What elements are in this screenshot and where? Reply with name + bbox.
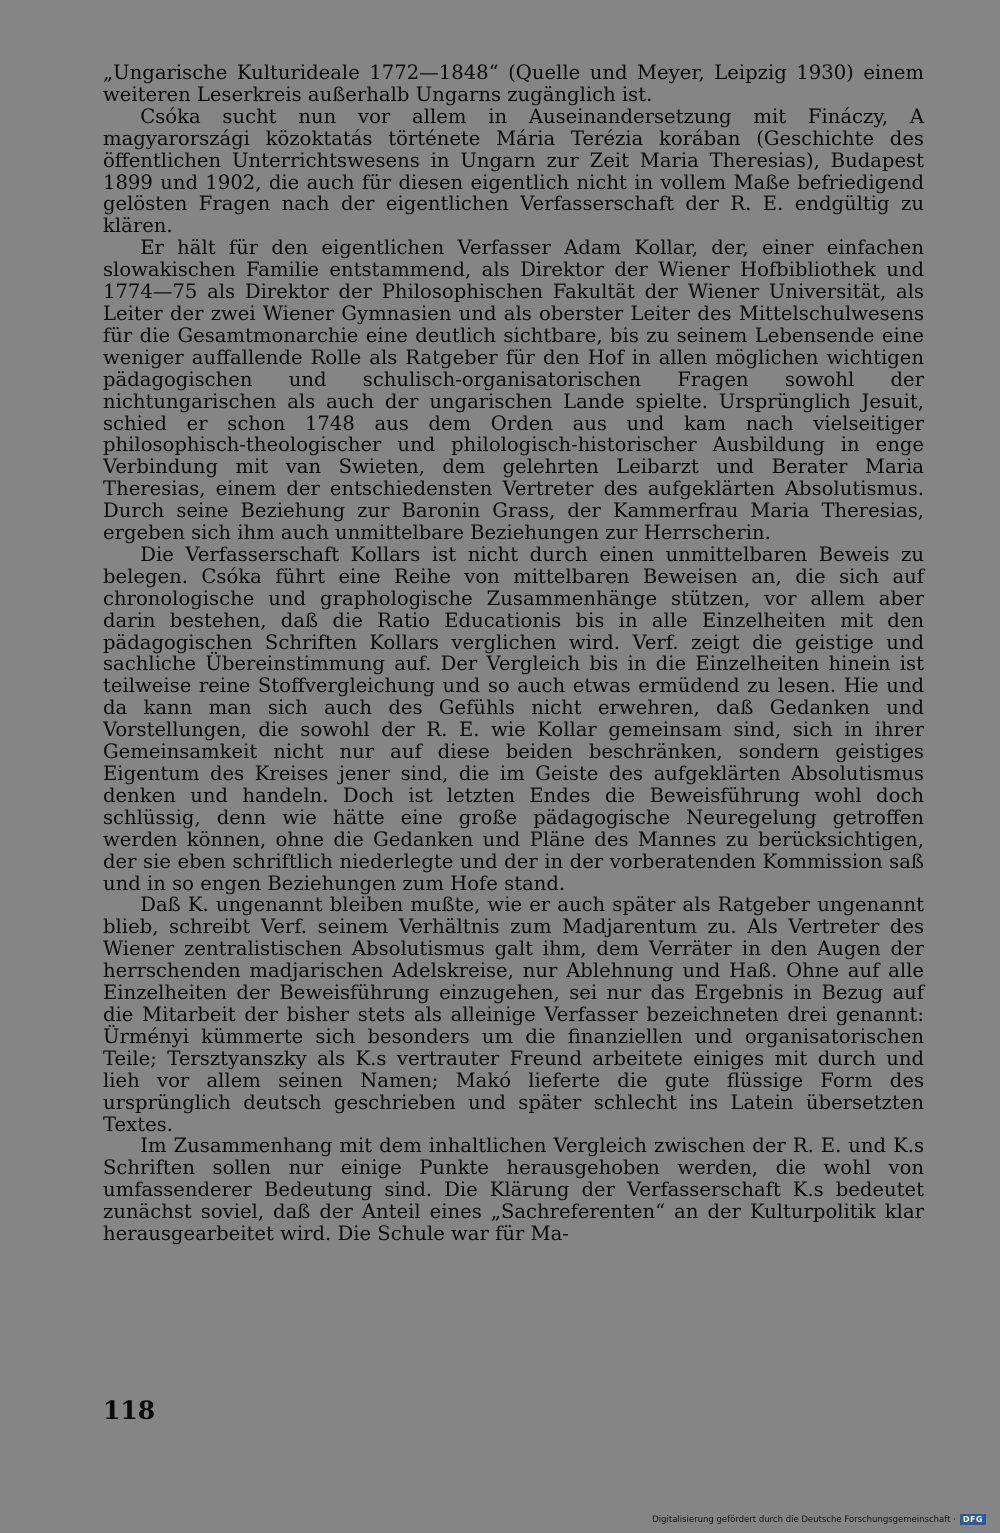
body-text: [103, 62, 924, 1245]
dfg-logo-icon: DFG: [960, 1514, 986, 1525]
paragraph-1: „Ungarische Kulturideale 1772—1848“ (Quelle und Meyer, Leipzig 1930) einem weiteren Leserkreis außerhalb Ungarns zugänglich ist.: [103, 61, 924, 106]
digitization-footer: [652, 1514, 986, 1525]
paragraph-6: Im Zusammenhang mit dem inhaltlichen Vergleich zwischen der R. E. und K.s Schriften sollen nur einige Punkte herausgehoben werden, die wohl von umfassenderer Bedeutung sind. Die Klärung der Verfasserschaft K.s bedeutet zunächst soviel, daß der Anteil eines „Sachreferenten“ an der Kulturpolitik klar herausgearbeitet wird. Die Schule war für Ma-: [103, 1134, 924, 1246]
paragraph-5: Daß K. ungenannt bleiben mußte, wie er auch später als Ratgeber ungenannt blieb, schreibt Verf. seinem Verhältnis zum Madjarentum zu. Als Vertreter des Wiener zentralistischen Absolutismus galt ihm, dem Verräter in den Augen der herrschenden madjarischen Adelskreise, nur Ablehnung und Haß. Ohne auf alle Einzelheiten der Beweisführung einzugehen, sei nur das Ergebnis in Bezug auf die Mitarbeit der bisher stets als alleinige Verfasser bezeichneten drei genannt: Ürményi kümmerte sich besonders um die finanziellen und organisatorischen Teile; Tersztyanszky als K.s vertrauter Freund arbeitete einiges mit durch und lieh vor allem seinen Namen; Makó lieferte die gute flüssige Form des ursprünglich deutsch geschrieben und später schlecht ins Latein übersetzten Textes.: [103, 893, 924, 1136]
paragraph-3: Er hält für den eigentlichen Verfasser Adam Kollar, der, einer einfachen slowakischen Familie entstammend, als Direktor der Wiener Hofbibliothek und 1774—75 als Direktor der Philosophischen Fakultät der Wiener Universität, als Leiter der zwei Wiener Gymnasien und als oberster Leiter des Mittelschulwesens für die Gesamtmonarchie eine deutlich sichtbare, bis zu seinem Lebensende eine weniger auffallende Rolle als Ratgeber für den Hof in allen möglichen wichtigen pädagogischen und schulisch-organisatorischen Fragen sowohl der nichtungarischen als auch der ungarischen Lande spielte. Ursprünglich Jesuit, schied er schon 1748 aus dem Orden aus und kam nach vielseitiger philosophisch-theologischer und philologisch-historischer Ausbildung in enge Verbindung mit van Swieten, dem gelehrten Leibarzt und Berater Maria Theresias, einem der entschiedensten Vertreter des aufgeklärten Absolutismus. Durch seine Beziehung zur Baronin Grass, der Kammerfrau Maria Theresias, ergeben sich ihm auch unmittelbare Beziehungen zur Herrscherin.: [103, 236, 924, 545]
paragraph-2: Csóka sucht nun vor allem in Auseinandersetzung mit Fináczy, A magyarországi közoktatás története Mária Terézia korában (Geschichte des öffentlichen Unterrichtswesens in Ungarn zur Zeit Maria Theresias), Budapest 1899 und 1902, die auch für diesen eigentlich nicht in vollem Maße befriedigend gelösten Fragen nach der eigentlichen Verfasserschaft der R. E. endgültig zu klären.: [103, 104, 924, 238]
paragraph-4: Die Verfasserschaft Kollars ist nicht durch einen unmittelbaren Beweis zu belegen. Csóka führt eine Reihe von mittelbaren Beweisen an, die sich auf chronologische und graphologische Zusammenhänge stützen, vor allem aber darin bestehen, daß die Ratio Educationis bis in alle Einzelheiten mit den pädagogischen Schriften Kollars verglichen wird. Verf. zeigt die geistige und sachliche Übereinstimmung auf. Der Vergleich bis in die Einzelheiten hinein ist teilweise reine Stoffvergleichung und so auch etwas ermüdend zu lesen. Hie und da kann man sich auch des Gefühls nicht erwehren, daß Gedanken und Vorstellungen, die sowohl der R. E. wie Kollar gemeinsam sind, sich in ihrer Gemeinsamkeit nicht nur auf diese beiden beschränken, sondern geistiges Eigentum des Kreises jener sind, die im Geiste des aufgeklärten Absolutismus denken und handeln. Doch ist letzten Endes die Beweisführung wohl doch schlüssig, denn wie hätte eine große pädagogische Neuregelung getroffen werden können, ohne die Gedanken und Pläne des Mannes zu berücksichtigen, der sie eben schriftlich niederlegte und der in der vorberatenden Kommission saß und in so engen Beziehungen zum Hofe stand.: [103, 542, 924, 895]
page-number: 118: [103, 1396, 156, 1425]
footer-credit: Digitalisierung gefördert durch die Deutsche Forschungsgemeinschaft ·: [652, 1514, 956, 1525]
